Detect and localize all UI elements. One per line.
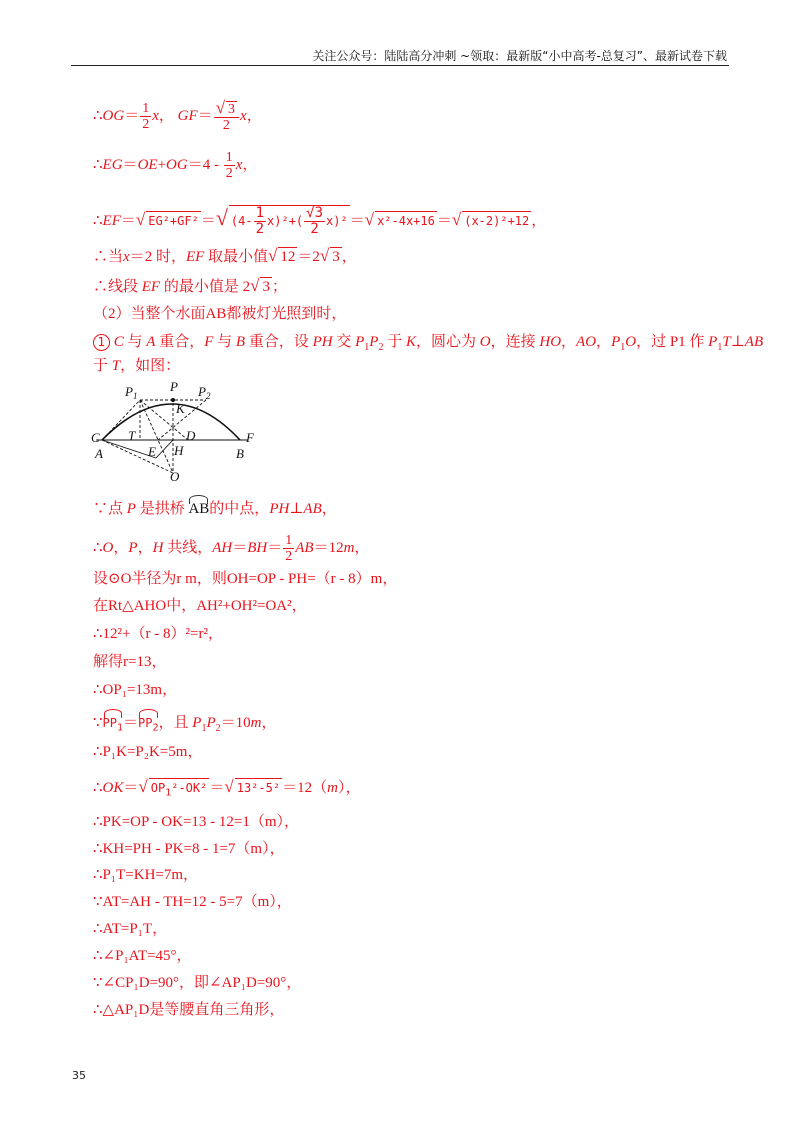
line-kh: ∴KH=PH - PK=8 - 1=7（m）， (93, 841, 285, 857)
line-angle-90: ∵∠CP₁D=90°，即∠AP₁D=90°， (93, 975, 302, 991)
svg-text:P2: $P_2$ (198, 384, 211, 401)
line-angle-45: ∴∠P₁AT=45°， (93, 948, 192, 964)
line-solve-r: 解得r=13， (93, 654, 167, 670)
svg-text:D: D (186, 428, 196, 443)
line-eg: ∴EG＝OE+OG＝4 - $\frac{1}{2}$ x， (93, 150, 258, 181)
line-case-1-cont: 于 T，如图： (93, 358, 181, 374)
line-equation: ∴12²+（r - 8）²=r²， (93, 626, 223, 642)
line-equal-arcs: $\because PP_1=PP_2$，且 $P_1P_2=10m$， (93, 709, 277, 738)
svg-text:O: O (170, 469, 180, 483)
line-og-gf: ∴OG＝ $\frac{1}{2}$ x， GF＝ $\frac{√ 3}{2}$ x， (93, 98, 262, 133)
svg-text:E: E (148, 444, 156, 459)
line-radius: 设⊙O半径为r m，则OH=OP - PH=（r - 8）m， (93, 571, 398, 587)
line-collinear: ∴O，P，H 共线，AH＝BH＝ $\frac{1}{2}$ AB＝12m， (93, 533, 370, 564)
line-pk: ∴PK=OP - OK=13 - 12=1（m）， (93, 814, 300, 830)
svg-text:A: A (95, 446, 103, 461)
svg-text:K: K (176, 401, 185, 416)
svg-text:C: C (91, 430, 100, 445)
line-op1: ∴OP₁=13m， (93, 682, 178, 698)
bridge-diagram (88, 378, 278, 488)
line-part-2: （2）当整个水面AB都被灯光照到时， (93, 306, 347, 322)
line-isosceles: ∴△AP₁D是等腰直角三角形， (93, 1002, 285, 1018)
svg-text:P: P (170, 379, 178, 394)
line-conclusion-1: ∴线段 EF 的最小值是 2√ 3 ； (93, 276, 287, 295)
line-case-1: 1 C 与 A 重合，F 与 B 重合，设 PH 交 $P_1P_2$ 于 K，圆心为 O，连接 HO，AO，$P_1O$，过 P1 作 $P_1T\perp AB$ (93, 333, 763, 357)
svg-text:T: T (128, 428, 136, 443)
svg-text:F: F (246, 430, 254, 445)
line-at: ∵AT=AH - TH=12 - 5=7（m）， (93, 894, 292, 910)
page-header: 关注公众号：陆陆高分冲刺 ~领取：最新版“小中高考-总复习”、最新试卷下载 (312, 49, 727, 63)
line-pythagoras: 在Rt△AHO中，AH²+OH²=OA²， (93, 598, 307, 614)
line-midpoint: ∵点 P 是拱桥 AB的中点，PH⊥AB， (93, 495, 337, 518)
line-at-eq: ∴AT=P₁T， (93, 921, 168, 937)
svg-text:H: H (174, 443, 184, 458)
page-number: 35 (72, 1069, 86, 1082)
header-divider (71, 65, 729, 66)
line-ok: ∴OK＝√ $OP_1^2$-OK² ＝√ 13²-5² ＝12（m）， (93, 778, 360, 802)
line-ef-formula: ∴EF＝√ EG²+GF² ＝√ (4- $\frac{1}{2}$ x)²+( $\frac{√3}{2}$ x)² ＝√ x²-4x+16 ＝√ (x-2)²+12 ， (93, 205, 547, 237)
svg-text:B: B (236, 446, 244, 461)
line-p1k: ∴P₁K=P₂K=5m， (93, 744, 203, 760)
line-p1t: ∴P₁T=KH=7m， (93, 867, 199, 883)
line-min-value: ∴当x＝2 时，EF 取最小值√ 12 ＝2√ 3 ， (93, 246, 357, 265)
svg-text:P1: $P_1$ (125, 384, 138, 401)
arch-arc (102, 404, 240, 440)
